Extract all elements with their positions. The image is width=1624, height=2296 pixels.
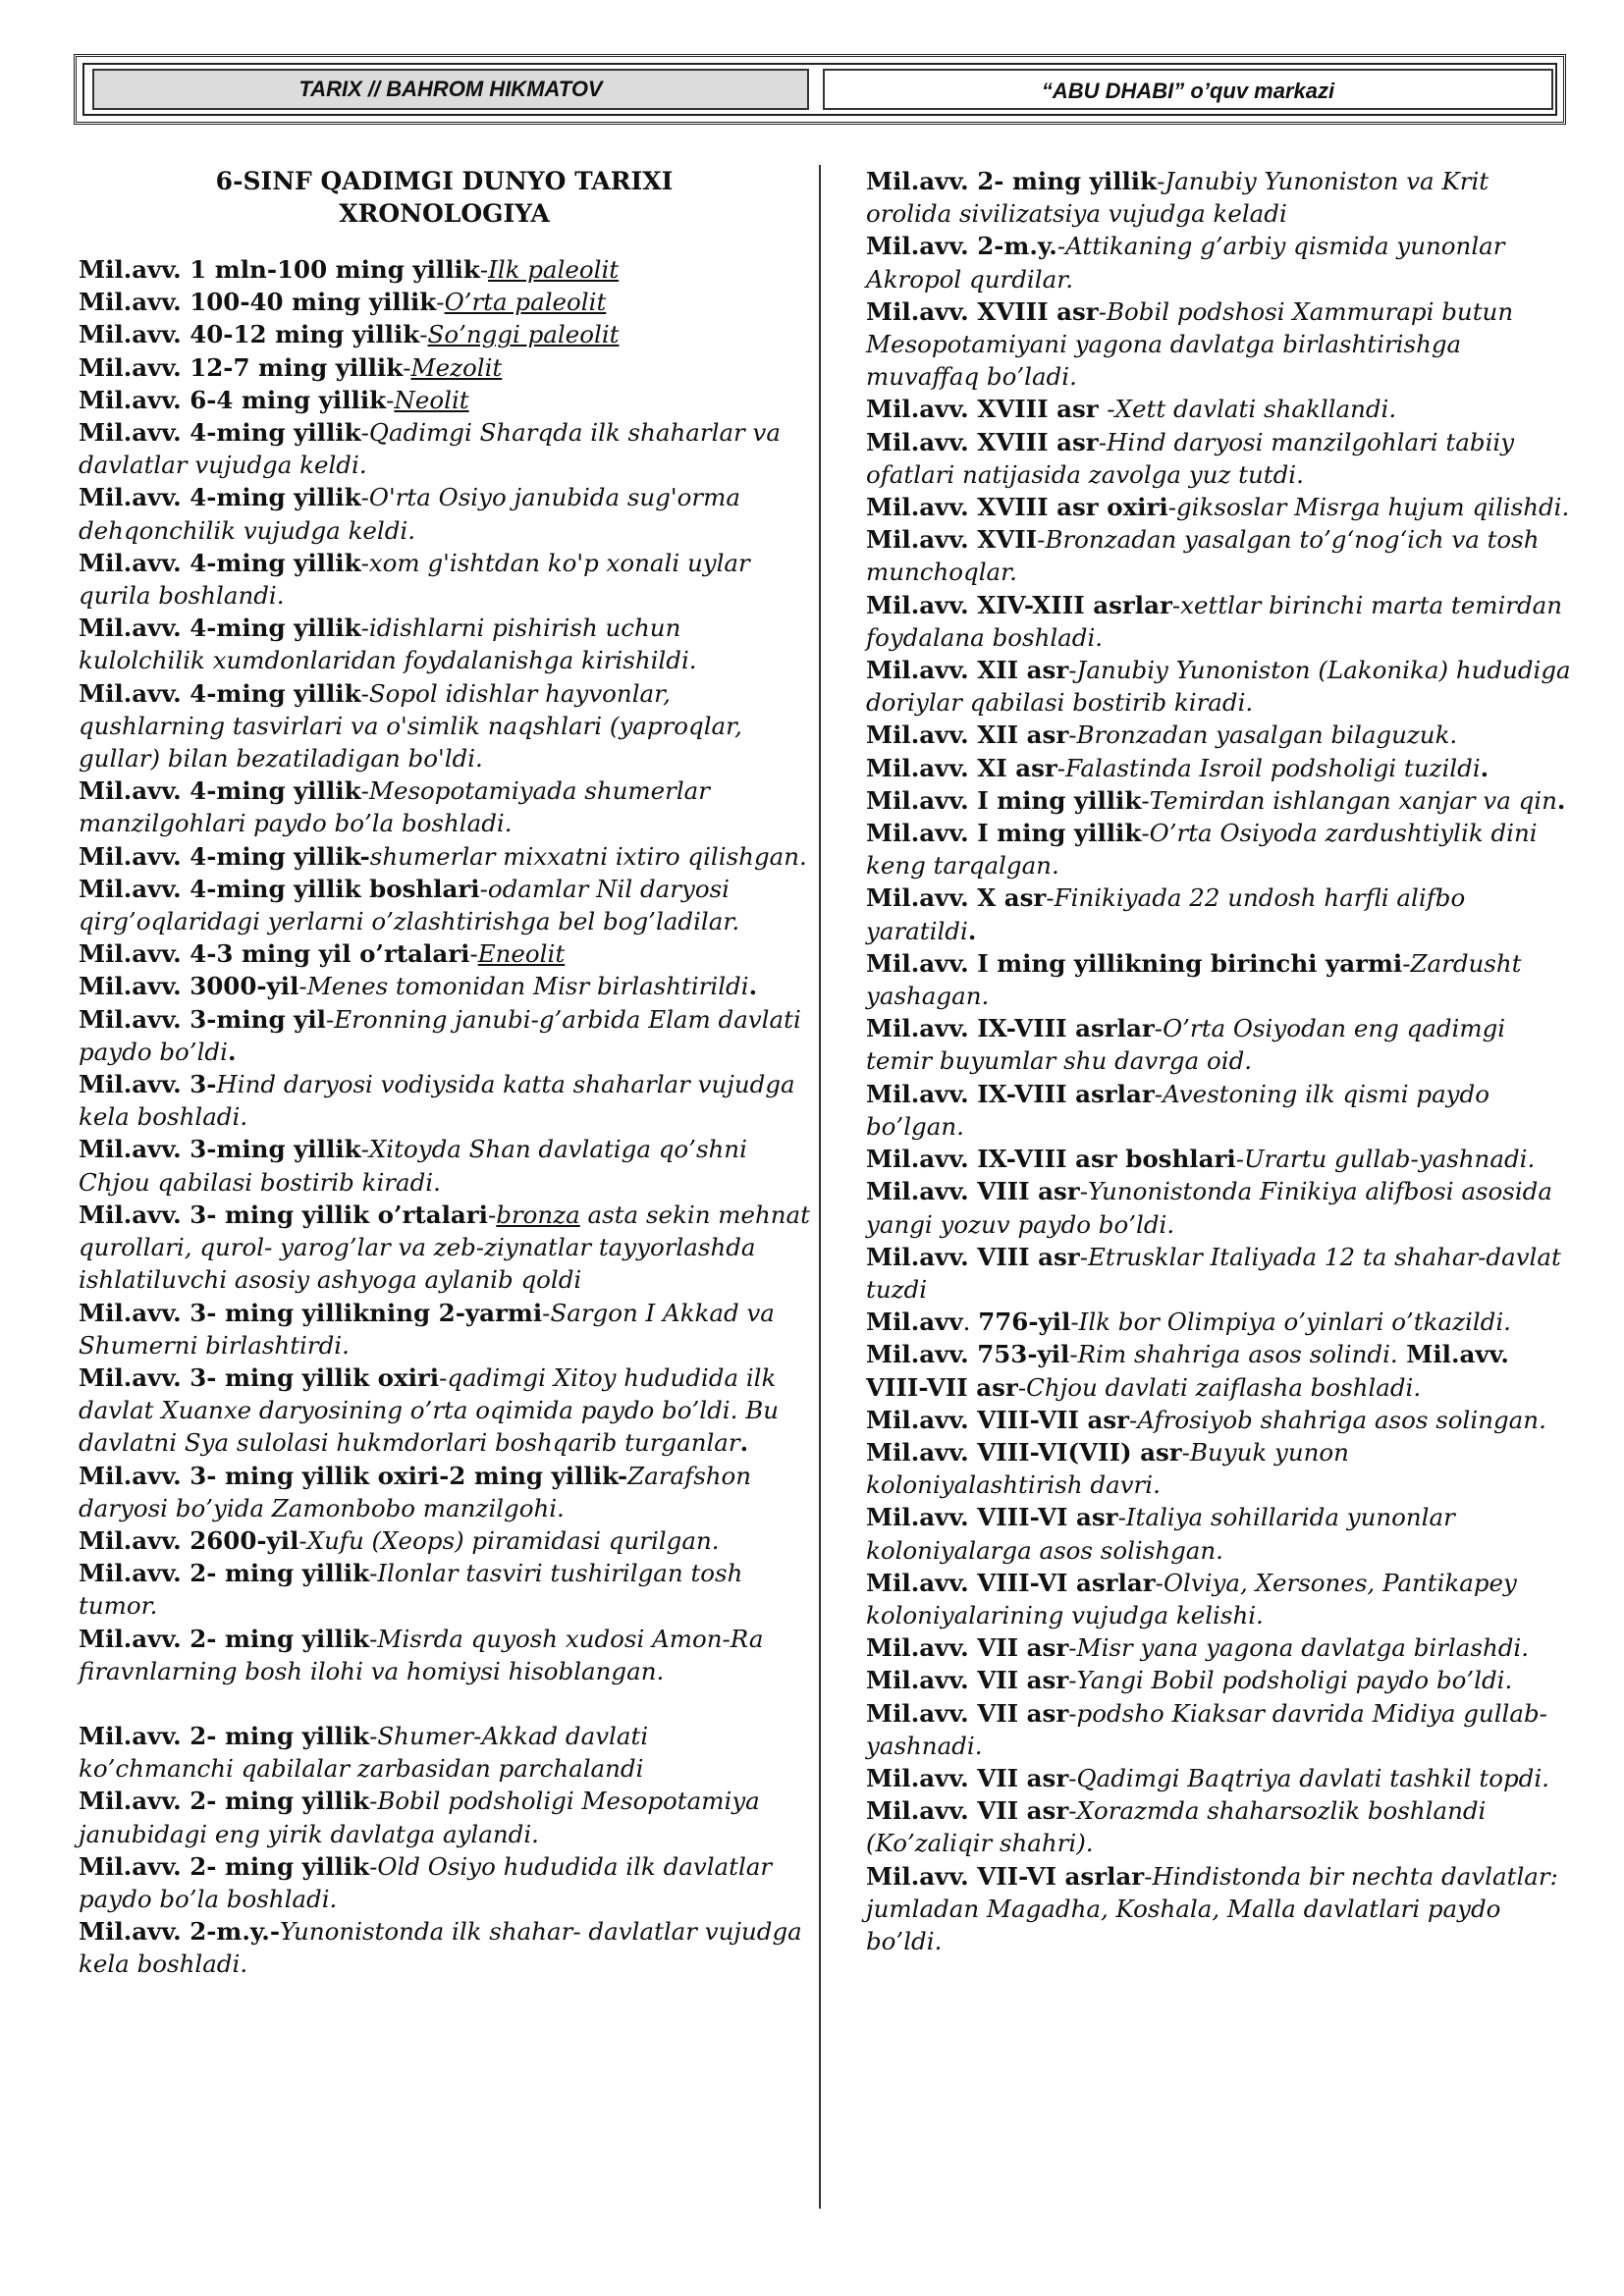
entry-date: Mil.avv. 2-m.y.- (79, 1917, 280, 1947)
chronology-entry: Mil.avv. 4-ming yillik-Qadimgi Sharqda ilk shaharlar va davlatlar vujudga keldi. (79, 418, 782, 480)
entry-date: Mil.avv. VIII-VI asr (866, 1503, 1118, 1532)
chronology-entry: Mil.avv. 2600-yil-Xufu (Xeops) piramidasi qurilgan. (79, 1525, 720, 1555)
chronology-entry: Mil.avv. XVIII asr-Hind daryosi manzilgohlari tabiiy ofatlari natijasida zavolga yuz tutdi. (866, 427, 1515, 489)
chronology-entry: Mil.avv. XII asr-Janubiy Yunoniston (Lakonika) hududiga doriylar qabilasi bostirib kiradi. (866, 656, 1571, 718)
entry-text: Hind daryosi manzilgohlari tabiiy ofatlari natijasida zavolga yuz tutdi. (866, 427, 1515, 489)
entry-date: Mil.avv. 4-ming yillik (79, 678, 361, 708)
entry-end: . (748, 972, 758, 1001)
chronology-entry: Mil.avv. XVIII asr oxiri-giksoslar Misrga hujum qilishdi. (866, 493, 1570, 522)
entry-date: Mil.avv. IX-VIII asrlar (866, 1014, 1155, 1043)
entry-date: Mil.avv. 4-ming yillik (79, 776, 361, 806)
entry-text: Mesopotamiyada shumerlar manzilgohlari paydo bo’la boshladi. (79, 776, 710, 838)
entry-date: Mil.avv. XVIII asr (866, 395, 1108, 424)
entry-text: idishlarni pishirish uchun kulolchilik xumdonlaridan foydalanishga kirishildi. (79, 614, 697, 675)
entry-date: Mil.avv. 2600-yil (79, 1525, 299, 1555)
entry-date: Mil.avv. XVIII asr (866, 296, 1099, 326)
entry-text: O'rta Osiyo janubida sug'orma dehqonchilik vujudga keldi. (79, 483, 740, 545)
chronology-entry: Mil.avv. I ming yillik-O’rta Osiyoda zardushtiylik dini keng tarqalgan. (866, 819, 1538, 881)
entry-date: Mil.avv. 4-ming yillik- (79, 841, 370, 871)
entry-date: Mil.avv. I ming yillikning birinchi yarmi (866, 948, 1403, 978)
entry-text: Mezolit (410, 352, 503, 382)
entry-text: Ilk paleolit (488, 255, 620, 284)
chronology-entry: Mil.avv. IX-VIII asrlar-O’rta Osiyodan eng qadimgi temir buyumlar shu davrga oid. (866, 1014, 1506, 1076)
entry-date: Mil.avv. XVII (866, 525, 1038, 555)
chronology-entry: Mil.avv. 6-4 ming yillik-Neolit (79, 385, 469, 414)
entry-text: Buyuk yunon koloniyalashtirish davri. (866, 1437, 1349, 1500)
entry-date: Mil.avv. 753-yil (866, 1340, 1070, 1369)
chronology-entry: Mil.avv. XVIII asr-Bobil podshosi Xammurapi butun Mesopotamiyani yagona davlatga birlashtirishga muvaffaq bo’ladi. (866, 296, 1514, 392)
chronology-entry: Mil.avv. VIII-VI(VII) asr-Buyuk yunon koloniyalashtirish davri. (866, 1437, 1349, 1500)
chronology-entry: Mil.avv. 3000-yil-Menes tomonidan Misr birlashtirildi. (79, 972, 758, 1001)
entry-text: Xitoyda Shan davlatiga qo’shni Chjou qabilasi bostirib kiradi. (79, 1135, 747, 1197)
entry-text: Hindistonda bir nechta davlatlar: jumladan Magadha, Koshala, Malla davlatlari paydo bo’ldi. (866, 1861, 1558, 1955)
entry-end: . (1556, 785, 1566, 815)
entry-date: Mil.avv. VIII-VII asr (866, 1340, 1509, 1402)
chronology-entry: Mil.avv. 3- ming yillikning 2-yarmi-Sargon I Akkad va Shumerni birlashtirdi. (79, 1298, 775, 1360)
entry-text: O’rta Osiyodan eng qadimgi temir buyumlar shu davrga oid. (866, 1014, 1506, 1076)
entry-text: Yangi Bobil podsholigi paydo bo’ldi. (1076, 1666, 1513, 1695)
chronology-entry: Mil.avv. 3-ming yillik-Xitoyda Shan davlatiga qo’shni Chjou qabilasi bostirib kiradi. (79, 1135, 747, 1197)
entry-date: Mil.avv. 2- ming yillik (79, 1721, 370, 1750)
entry-date: Mil.avv. 3-ming yil (79, 1004, 326, 1034)
entry-text: Shumer-Akkad davlati ko’chmanchi qabilalar zarbasidan parchalandi (79, 1721, 649, 1784)
entry-text: Menes tomonidan Misr birlashtirildi (306, 972, 749, 1001)
chronology-entry: Mil.avv. 4-ming yillik-Mesopotamiyada shumerlar manzilgohlari paydo bo’la boshladi. (79, 776, 710, 838)
entry-text: Afrosiyob shahriga asos solingan. (1137, 1405, 1546, 1434)
entry-text: Bobil podshosi Xammurapi butun Mesopotamiyani yagona davlatga birlashtirishga muvaffaq bo’ladi. (866, 296, 1514, 392)
page-header (74, 54, 1566, 125)
entry-date: Mil.avv. I ming yillik (866, 819, 1142, 848)
entry-date: Mil.avv. 2- ming yillik (79, 1559, 370, 1588)
entry-date: Mil.avv. 40-12 ming yillik (79, 320, 420, 349)
entry-text: Qadimgi Baqtriya davlati tashkil topdi. (1076, 1763, 1549, 1792)
entry-date: Mil.avv. XIV-XIII asrlar (866, 590, 1172, 619)
chronology-entry: Mil.avv. I ming yillikning birinchi yarmi-Zardusht yashagan. (866, 948, 1522, 1011)
entry-date: Mil.avv. VII asr (866, 1666, 1069, 1695)
entry-date: Mil.avv. 3- ming yillik oxiri (79, 1362, 440, 1392)
chronology-entry: Mil.avv. 2- ming yillik-Old Osiyo hududida ilk davlatlar paydo bo’la boshladi. (79, 1851, 773, 1913)
entry-date: Mil.avv. 2-m.y. (866, 232, 1057, 261)
chronology-entry: Mil.avv. VII asr-podsho Kiaksar davrida Midiya gullab-yashnadi. (866, 1698, 1547, 1760)
entry-text: Sargon I Akkad va Shumerni birlashtirdi. (79, 1298, 775, 1360)
chronology-entry: Mil.avv. 3-ming yil-Eronning janubi-g’arbida Elam davlati paydo bo’ldi. (79, 1004, 801, 1066)
entry-text: Attikaning g’arbiy qismida yunonlar Akropol qurdilar. (866, 232, 1505, 294)
chronology-entry: Mil.avv. VII asr-Yangi Bobil podsholigi paydo bo’ldi. (866, 1666, 1513, 1695)
entry-date: Mil.avv. IX-VIII asrlar (866, 1079, 1155, 1108)
chronology-entry (79, 1068, 810, 1133)
entry-text: Chjou davlati zaiflasha boshladi. (1026, 1372, 1422, 1402)
entry-date: Mil.avv. VII asr (866, 1698, 1069, 1728)
right-entries (866, 165, 1573, 1957)
entry-text: odamlar Nil daryosi qirg’oqlaridagi yerlarni o’zlashtirishga bel bog’ladilar. (79, 874, 740, 936)
entry-text: Xufu (Xeops) piramidasi qurilgan. (306, 1525, 720, 1555)
entry-text: Janubiy Yunoniston va Krit orolida sivilizatsiya vujudga keladi (866, 167, 1489, 229)
entry-text: shumerlar mixxatni ixtiro qilishgan. (369, 841, 807, 871)
chronology-entry: Mil.avv. 753-yil-Rim shahriga asos solindi. Mil.avv. VIII-VII asr-Chjou davlati zaiflasha boshladi. (866, 1340, 1509, 1402)
chronology-entry: Mil.avv. 4-ming yillik boshlari-odamlar Nil daryosi qirg’oqlaridagi yerlarni o’zlashtirishga bel bog’ladilar. (79, 874, 740, 936)
entry-date: Mil.avv. 4-ming yillik (79, 548, 361, 577)
header-author: TARIX // BAHROM HIKMATOV (92, 69, 809, 110)
chronology-entry: Mil.avv. 2- ming yillik-Misrda quyosh xudosi Amon-Ra firavnlarning bosh ilohi va homiysi hisoblangan. (79, 1624, 764, 1685)
entry-text: Qadimgi Sharqda ilk shaharlar va davlatlar vujudga keldi. (79, 418, 782, 480)
entry-text: asta sekin mehnat qurollari, qurol- yarog’lar va zeb-ziynatlar tayyorlashda ishlatiluvchi asosiy ashyoga aylanib qoldi (79, 1200, 811, 1295)
entry-text: Etrusklar Italiyada 12 ta shahar-davlat tuzdi (866, 1242, 1561, 1304)
entry-text: Eneolit (477, 939, 566, 969)
chronology-entry: Mil.avv. VII asr-Qadimgi Baqtriya davlati tashkil topdi. (866, 1763, 1549, 1792)
entry-text: Old Osiyo hududida ilk davlatlar paydo bo’la boshladi. (79, 1851, 773, 1913)
entry-date: 776-yil (978, 1308, 1071, 1337)
entry-end: . (739, 1428, 749, 1458)
chronology-entry: Mil.avv. 2- ming yillik-Janubiy Yunoniston va Krit orolida sivilizatsiya vujudga keladi (866, 167, 1489, 229)
entry-date: Mil.avv. XI asr (866, 753, 1057, 782)
entry-text: podsho Kiaksar davrida Midiya gullab-yashnadi. (866, 1698, 1547, 1760)
title-line-2: XRONOLOGIYA (339, 199, 550, 228)
entry-text: xom g'ishtdan ko'p xonali uylar qurila boshlandi. (79, 548, 750, 611)
entry-date: Mil.avv. 3- ming yillik o’rtalari (79, 1200, 488, 1229)
entry-end: . (967, 916, 977, 945)
entry-date: Mil.avv. XVIII asr (866, 427, 1099, 456)
entry-text: Zarafshon daryosi bo’yida Zamonbobo manzilgohi. (79, 1461, 752, 1522)
chronology-entry: Mil.avv. 776-yil-Ilk bor Olimpiya o’yinlari o’tkazildi. (866, 1308, 1511, 1337)
entry-date: Mil.avv (866, 1308, 963, 1337)
chronology-entry: Mil.avv. 40-12 ming yillik-So’nggi paleolit (79, 320, 620, 349)
entry-date: Mil.avv. VII asr (866, 1796, 1069, 1826)
entry-text-underlined: bronza (496, 1200, 580, 1229)
chronology-entry: Mil.avv. VIII-VI asrlar-Olviya, Xersones, Pantikapey koloniyalarining vujudga kelishi. (866, 1568, 1517, 1629)
chronology-entry: Mil.avv. VII asr-Misr yana yagona davlatga birlashdi. (866, 1633, 1530, 1663)
spacer (79, 1687, 810, 1720)
entry-date: Mil.avv. 4-3 ming yil o’rtalari (79, 939, 470, 969)
entry-text: Zardusht yashagan. (866, 948, 1522, 1011)
entry-text: Urartu gullab-yashnadi. (1243, 1145, 1536, 1174)
entry-text: Rim shahriga asos solindi. (1077, 1340, 1398, 1369)
entry-text: Ilonlar tasviri tushirilgan tosh tumor. (79, 1559, 743, 1621)
entry-text: qadimgi Xitoy hududida ilk davlat Xuanxe daryosining o’rta oqimida paydo bo’ldi. Bu davlatni Sya sulolasi hukmdorlari boshqarib turganlar (79, 1362, 779, 1458)
entry-text: Bronzadan yasalgan bilaguzuk. (1076, 721, 1458, 750)
chronology-entry: Mil.avv. 3- ming yillik o’rtalari-bronza asta sekin mehnat qurollari, qurol- yarog’lar va zeb-ziynatlar tayyorlashda ishlatiluvchi asosiy ashyoga aylanib qoldi (79, 1200, 811, 1295)
chronology-entry: Mil.avv. 2- ming yillik-Bobil podsholigi Mesopotamiya janubidagi eng yirik davlatga aylandi. (79, 1787, 760, 1848)
chronology-entry: Mil.avv. X asr-Finikiyada 22 undosh harfli alifbo yaratildi. (866, 883, 1466, 945)
entry-date: Mil.avv. I ming yillik (866, 785, 1142, 815)
entry-text: Xett davlati shakllandi. (1114, 395, 1397, 424)
chronology-entry: Mil.avv. 1 mln-100 ming yillik-Ilk paleolit (79, 255, 620, 284)
chronology-entry: Mil.avv. 12-7 ming yillik-Mezolit (79, 352, 503, 382)
chronology-entry: Mil.avv. XVII-Bronzadan yasalgan to’g‘nog‘ich va tosh munchoqlar. (866, 525, 1540, 587)
entry-date: Mil.avv. 12-7 ming yillik (79, 352, 404, 382)
entry-text: Finikiyada 22 undosh harfli alifbo yaratildi (866, 883, 1466, 945)
title-line-1: 6-SINF QADIMGI DUNYO TARIXI (215, 167, 674, 195)
entry-text: Sopol idishlar hayvonlar, qushlarning tasvirlari va o'simlik naqshlari (yaproqlar, gullar) bilan bezatiladigan bo'ldi. (79, 678, 742, 774)
entry-text: Bobil podsholigi Mesopotamiya janubidagi eng yirik davlatga aylandi. (79, 1787, 760, 1848)
chronology-entry: Mil.avv. 4-ming yillik-xom g'ishtdan ko'p xonali uylar qurila boshlandi. (79, 548, 750, 611)
header-frame (82, 63, 1557, 116)
entry-text: Janubiy Yunoniston (Lakonika) hududiga doriylar qabilasi bostirib kiradi. (866, 656, 1571, 718)
chronology-entry: Mil.avv. VII-VI asrlar-Hindistonda bir nechta davlatlar: jumladan Magadha, Koshala, Malla davlatlari paydo bo’ldi. (866, 1861, 1558, 1955)
entry-end: . (227, 1037, 237, 1066)
entry-date: Mil.avv. 6-4 ming yillik (79, 385, 387, 414)
entry-date: Mil.avv. 3000-yil (79, 972, 299, 1001)
chronology-entry: Mil.avv. 4-ming yillik-O'rta Osiyo janubida sug'orma dehqonchilik vujudga keldi. (79, 483, 740, 545)
chronology-entry: Mil.avv. 2- ming yillik-Ilonlar tasviri tushirilgan tosh tumor. (79, 1559, 743, 1621)
entry-date: Mil.avv. XII asr (866, 656, 1069, 685)
entry-date: Mil.avv. VII asr (866, 1633, 1069, 1663)
entry-date: Mil.avv. 3- (79, 1070, 217, 1099)
entry-date: Mil.avv. 4-ming yillik (79, 614, 361, 643)
entry-text: Avestoning ilk qismi paydo bo’lgan. (866, 1079, 1489, 1141)
entry-text: Xorazmda shaharsozlik boshlandi (Ko’zaliqir shahri). (866, 1796, 1487, 1858)
chronology-entry: Mil.avv. 2- ming yillik-Shumer-Akkad davlati ko’chmanchi qabilalar zarbasidan parchalandi (79, 1721, 649, 1784)
entry-text: Olviya, Xersones, Pantikapey koloniyalarining vujudga kelishi. (866, 1568, 1517, 1629)
entry-text: Eronning janubi-g’arbida Elam davlati paydo bo’ldi (79, 1004, 801, 1066)
entry-date: Mil.avv. VIII-VII asr (866, 1405, 1130, 1434)
chronology-entry: Mil.avv. 4-ming yillik-Sopol idishlar hayvonlar, qushlarning tasvirlari va o'simlik naqshlari (yaproqlar, gullar) bilan bezatiladigan bo'ldi. (79, 678, 742, 774)
entry-date: Mil.avv. VII-VI asrlar (866, 1861, 1145, 1891)
entry-date: Mil.avv. 1 mln-100 ming yillik (79, 255, 480, 284)
chronology-entry (79, 1915, 810, 1980)
entry-text: Misrda quyosh xudosi Amon-Ra firavnlarning bosh ilohi va homiysi hisoblangan. (79, 1624, 764, 1685)
entry-date: Mil.avv. 2- ming yillik (866, 167, 1158, 195)
chronology-entry: Mil.avv. 4-ming yillik-idishlarni pishirish uchun kulolchilik xumdonlaridan foydalanishga kirishildi. (79, 614, 697, 675)
chronology-entry: Mil.avv. I ming yillik-Temirdan ishlangan xanjar va qin. (866, 785, 1566, 815)
entry-date: Mil.avv. VIII-VI asrlar (866, 1568, 1156, 1597)
entry-date: Mil.avv. 3- ming yillikning 2-yarmi (79, 1298, 543, 1327)
entry-text: Hind daryosi vodiysida katta shaharlar vujudga kela boshladi. (79, 1070, 795, 1132)
entry-text: O’rta Osiyoda zardushtiylik dini keng tarqalgan. (866, 819, 1538, 881)
left-entries (79, 253, 810, 1981)
chronology-entry: Mil.avv. 4-3 ming yil o’rtalari-Eneolit (79, 939, 566, 969)
entry-date: Mil.avv. 100-40 ming yillik (79, 288, 437, 317)
entry-text: So’nggi paleolit (427, 320, 620, 349)
entry-date: Mil.avv. 3-ming yillik (79, 1135, 361, 1164)
entry-text: Italiya sohillarida yunonlar koloniyalarga asos solishgan. (866, 1503, 1455, 1565)
entry-text: Yunonistonda Finikiya alifbosi asosida yangi yozuv paydo bo’ldi. (866, 1177, 1552, 1239)
chronology-entry (79, 1460, 810, 1524)
entry-text: Bronzadan yasalgan to’g‘nog‘ich va tosh munchoqlar. (866, 525, 1540, 587)
entry-date: Mil.avv. VIII asr (866, 1177, 1080, 1206)
chronology-entry: Mil.avv. VIII-VI asr-Italiya sohillarida yunonlar koloniyalarga asos solishgan. (866, 1503, 1455, 1565)
entry-date: Mil.avv. 2- ming yillik (79, 1851, 370, 1881)
entry-text: Neolit (394, 385, 469, 414)
entry-text: Yunonistonda ilk shahar- davlatlar vujudga kela boshladi. (79, 1917, 802, 1979)
entry-date: Mil.avv. 2- ming yillik (79, 1624, 370, 1653)
entry-date: Mil.avv. XII asr (866, 721, 1069, 750)
entry-end: . (1480, 753, 1489, 782)
entry-date: Mil.avv. VIII asr (866, 1242, 1080, 1271)
entry-date: Mil.avv. VIII-VI(VII) asr (866, 1437, 1182, 1467)
chronology-entry (79, 840, 810, 873)
entry-date: Mil.avv. IX-VIII asr boshlari (866, 1145, 1236, 1174)
document-title (79, 165, 810, 230)
entry-text: Misr yana yagona davlatga birlashdi. (1076, 1633, 1530, 1663)
header-center-name: “ABU DHABI” o’quv markazi (823, 69, 1553, 110)
entry-date: Mil.avv. 4-ming yillik boshlari (79, 874, 480, 903)
chronology-entry: Mil.avv. IX-VIII asr boshlari-Urartu gullab-yashnadi. (866, 1145, 1536, 1174)
chronology-entry: Mil.avv. VIII-VII asr-Afrosiyob shahriga asos solingan. (866, 1405, 1546, 1434)
chronology-entry: Mil.avv. XII asr-Bronzadan yasalgan bilaguzuk. (866, 721, 1458, 750)
entry-text: Ilk bor Olimpiya o’yinlari o’tkazildi. (1078, 1308, 1511, 1337)
right-column (866, 165, 1573, 1957)
entry-date: Mil.avv. 3- ming yillik oxiri-2 ming yillik- (79, 1461, 628, 1490)
entry-date: Mil.avv. 4-ming yillik (79, 418, 361, 448)
chronology-entry: Mil.avv. XI asr-Falastinda Isroil podsholigi tuzildi. (866, 753, 1489, 782)
entry-text: giksoslar Misrga hujum qilishdi. (1176, 493, 1570, 522)
chronology-entry: Mil.avv. VII asr-Xorazmda shaharsozlik boshlandi (Ko’zaliqir shahri). (866, 1796, 1487, 1858)
entry-text: O’rta paleolit (444, 288, 607, 317)
chronology-entry: Mil.avv. XVIII asr -Xett davlati shakllandi. (866, 395, 1397, 424)
chronology-entry: Mil.avv. 100-40 ming yillik-O’rta paleolit (79, 288, 607, 317)
entry-date: Mil.avv. VII asr (866, 1763, 1069, 1792)
entry-text: xettlar birinchi marta temirdan foydalana boshladi. (866, 590, 1563, 652)
chronology-entry: Mil.avv. 3- ming yillik oxiri-qadimgi Xitoy hududida ilk davlat Xuanxe daryosining o’rta oqimida paydo bo’ldi. Bu davlatni Sya sulolasi hukmdorlari boshqarib turganlar. (79, 1362, 779, 1458)
chronology-entry: Mil.avv. XIV-XIII asrlar-xettlar birinchi marta temirdan foydalana boshladi. (866, 590, 1563, 652)
entry-date: Mil.avv. 4-ming yillik (79, 483, 361, 512)
chronology-entry: Mil.avv. 2-m.y.-Attikaning g’arbiy qismida yunonlar Akropol qurdilar. (866, 232, 1505, 294)
column-divider (819, 165, 821, 2209)
entry-date: Mil.avv. X asr (866, 883, 1047, 913)
entry-date: Mil.avv. 2- ming yillik (79, 1787, 370, 1816)
left-column (79, 165, 810, 1981)
chronology-entry: Mil.avv. VIII asr-Etrusklar Italiyada 12 ta shahar-davlat tuzdi (866, 1242, 1561, 1304)
chronology-entry: Mil.avv. VIII asr-Yunonistonda Finikiya alifbosi asosida yangi yozuv paydo bo’ldi. (866, 1177, 1552, 1239)
entry-text: Falastinda Isroil podsholigi tuzildi (1065, 753, 1481, 782)
entry-date: Mil.avv. XVIII asr oxiri (866, 493, 1168, 522)
chronology-entry: Mil.avv. IX-VIII asrlar-Avestoning ilk qismi paydo bo’lgan. (866, 1079, 1489, 1141)
entry-text: Temirdan ishlangan xanjar va qin (1149, 785, 1557, 815)
